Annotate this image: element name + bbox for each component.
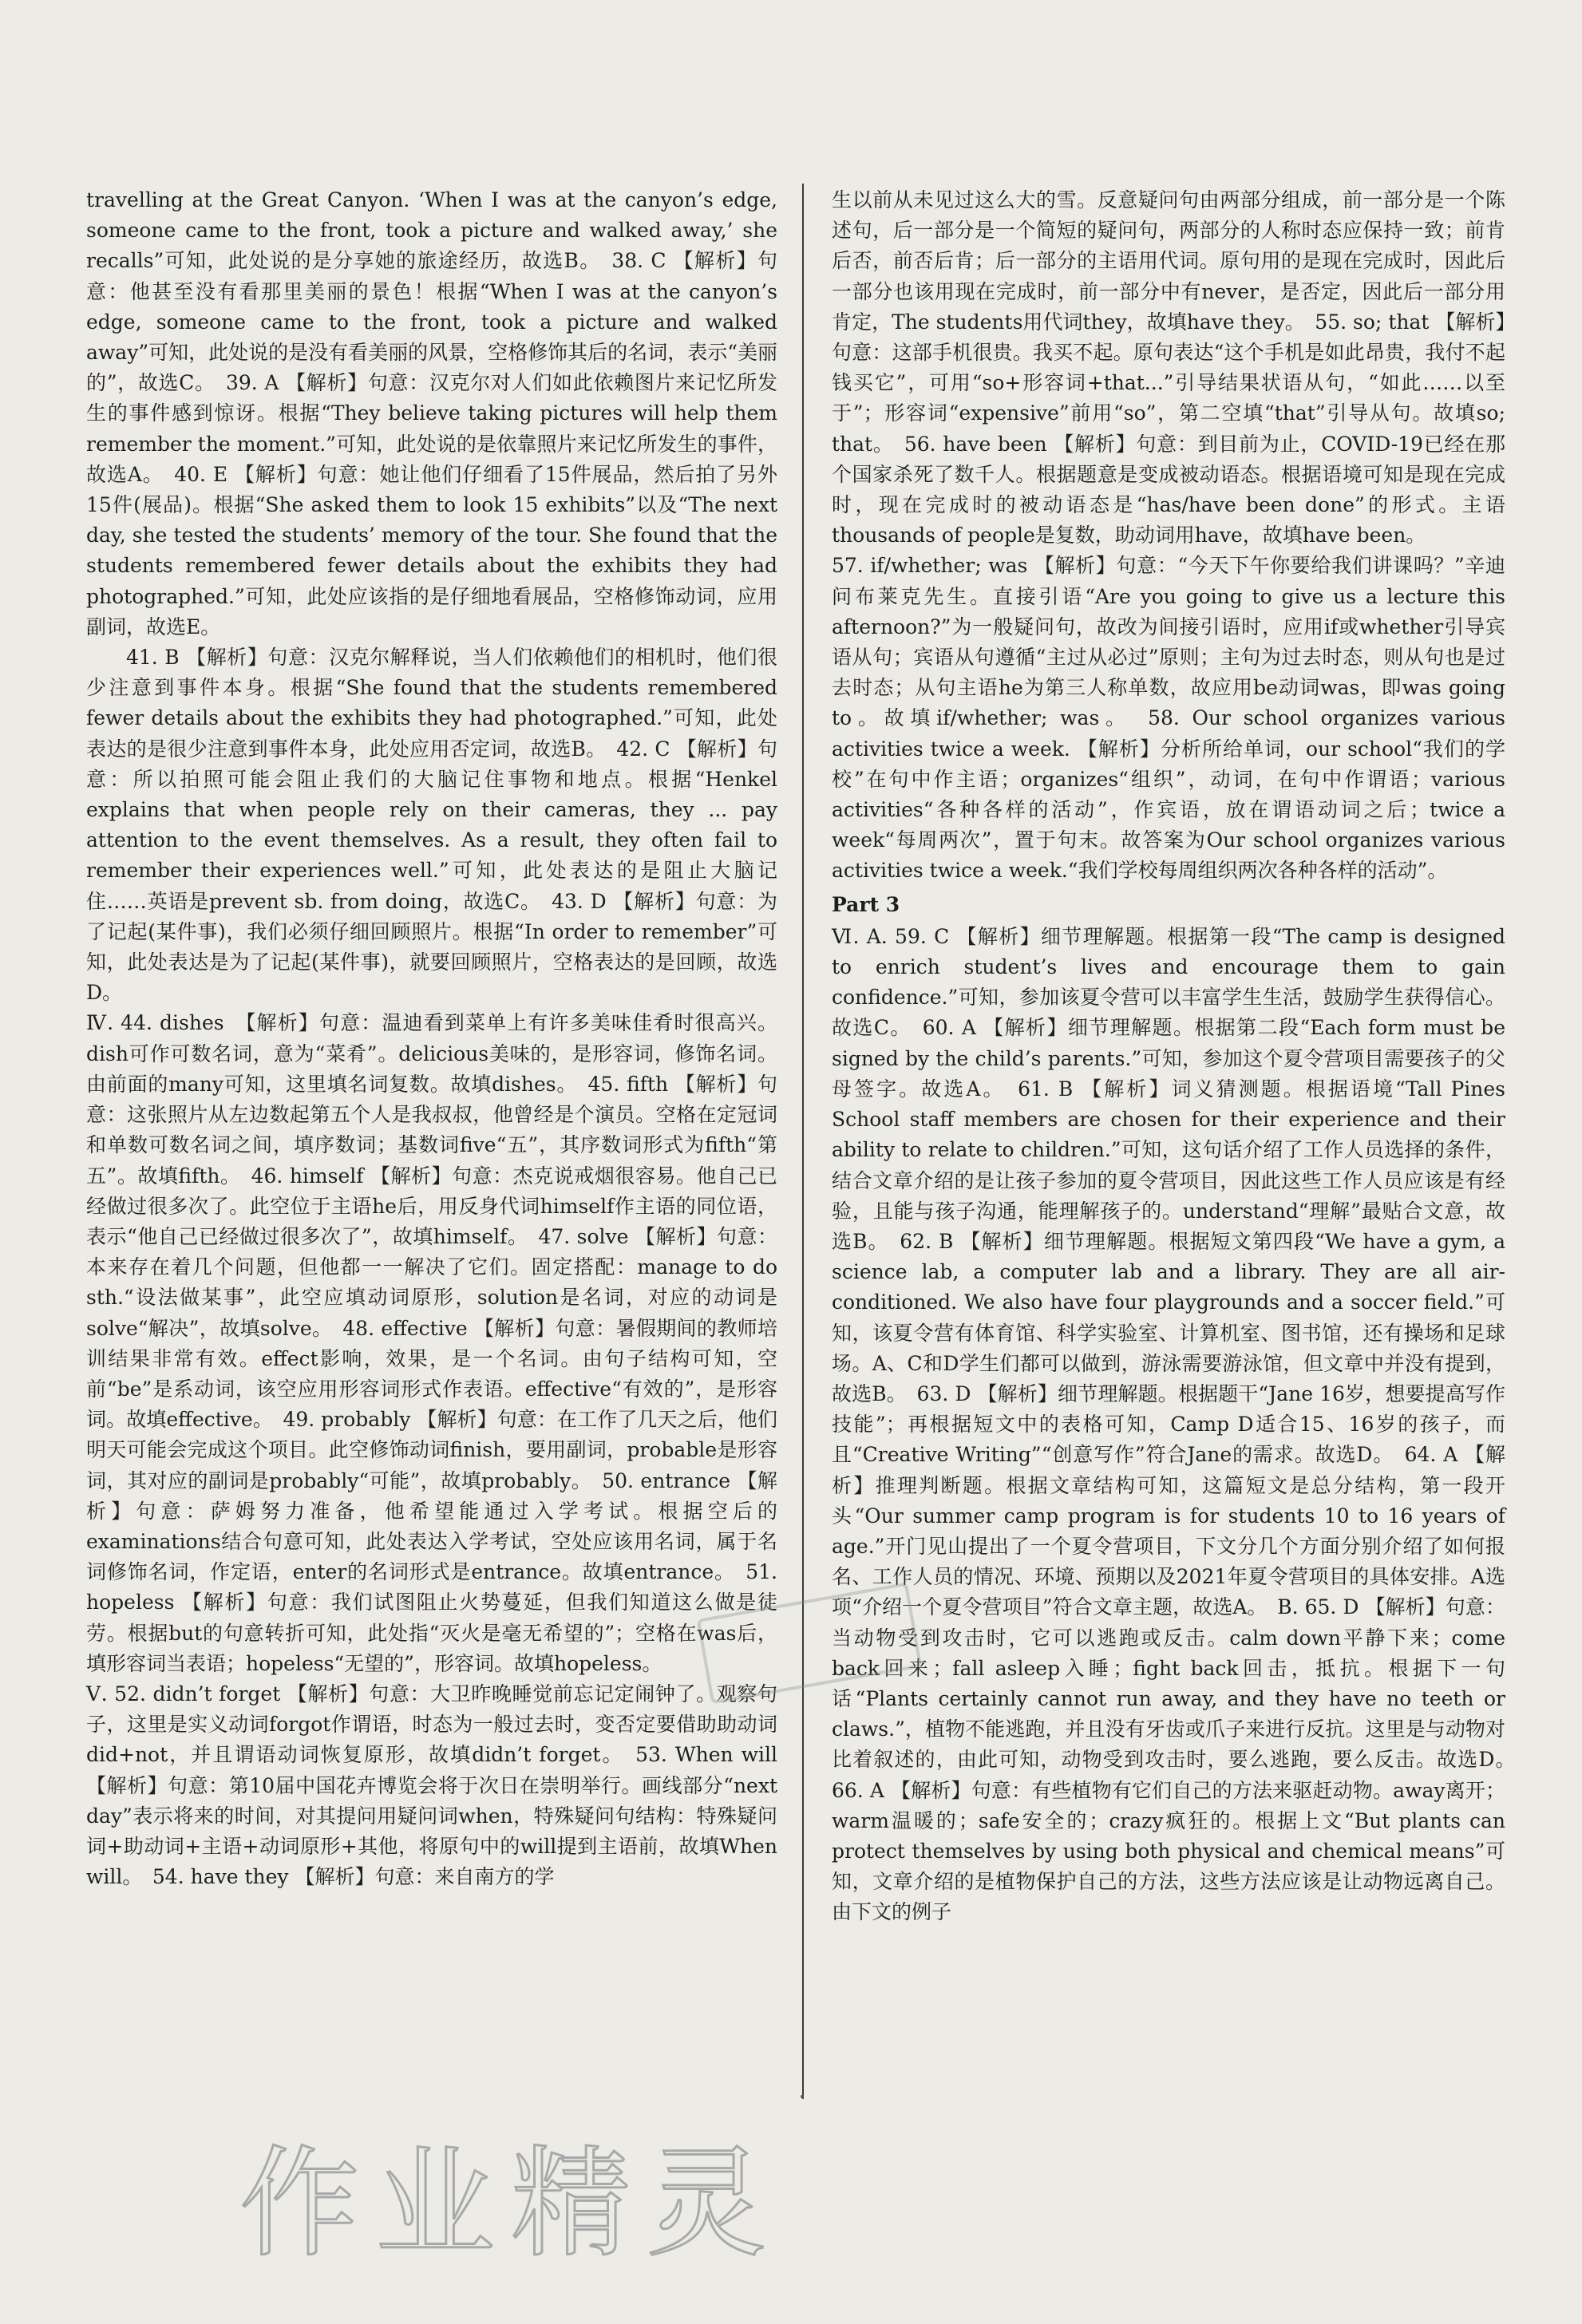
part-heading: Part 3 [832, 892, 900, 916]
left-paragraph: Ⅳ. 44. dishes 【解析】句意：温迪看到菜单上有许多美味佳肴时很高兴。dish可作可数名词，意为“菜肴”。delicious美味的，是形容词，修饰名词。由前面的many可知，这里填名词复数。故填dishes。 45. fifth 【解析】句意：这张照片从左边数起第五个人是我叔叔，他曾经是个演员。空格在定冠词和单数可数名词之间，填序数词；基数词five“五”，其序数词形式为fifth“第五”。故填fifth。 46. himself 【解析】句意：杰克说戒烟很容易。他自己已经做过很多次了。此空位于主语he后，用反身代词himself作主语的同位语，表示“他自己已经做过很多次了”，故填himself。 47. solve 【解析】句意：本来存在着几个问题，但他都一一解决了它们。固定搭配：manage to do sth.“设法做某事”，此空应填动词原形，solution是名词，对应的动词是solve“解决”，故填solve。 48. effective 【解析】句意：暑假期间的教师培训结果非常有效。effect影响，效果，是一个名词。由句子结构可知，空前“be”是系动词，该空应用形容词形式作表语。effective“有效的”，是形容词。故填effective。 49. probably 【解析】句意：在工作了几天之后，他们明天可能会完成这个项目。此空修饰动词finish，要用副词，probable是形容词，其对应的副词是probably“可能”，故填probably。 50. entrance 【解析】句意：萨姆努力准备，他希望能通过入学考试。根据空后的examinations结合句意可知，此处表达入学考试，空处应该用名词，属于名词修饰名词，作定语，enter的名词形式是entrance。故填entrance。 51. hopeless 【解析】句意：我们试图阻止火势蔓延，但我们知道这么做是徒劳。根据but的句意转折可知，此处指“灭火是毫无希望的”；空格在was后，填形容词当表语；hopeless“无望的”，形容词。故填hopeless。 [86, 1011, 777, 1675]
column-divider [802, 184, 804, 2099]
left-column [86, 185, 777, 2101]
watermark-logo: 作业精灵 [239, 2135, 783, 2274]
left-paragraph: 41. B 【解析】句意：汉克尔解释说，当人们依赖他们的相机时，他们很少注意到事件本身。根据“She found that the students remembered fewer details about the exhibits they had photographed.”可知，此处表达的是很少注意到事件本身，此处应用否定词，故选B。 42. C 【解析】句意：所以拍照可能会阻止我们的大脑记住事物和地点。根据“Henkel explains that when people rely on their cameras, they ... pay attention to the event themselves. As a result, they often fail to remember their experiences well.”可知，此处表达的是阻止大脑记住……英语是prevent sb. from doing，故选C。 43. D 【解析】句意：为了记起(某件事)，我们必须仔细回顾照片。根据“In order to remember”可知，此处表达是为了记起(某件事)，就要回顾照片，空格表达的是回顾，故选D。 [86, 646, 777, 1005]
left-paragraph: travelling at the Great Canyon. ‘When I was at the canyon’s edge, someone came to the front, took a picture and walked away,’ she recalls”可知，此处说的是分享她的旅途经历，故选B。 38. C 【解析】句意：他甚至没有看那里美丽的景色！根据“When I was at the canyon’s edge, someone came to the front, took a picture and walked away”可知，此处说的是没有看美丽的风景，空格修饰其后的名词，表示“美丽的”，故选C。 39. A 【解析】句意：汉克尔对人们如此依赖图片来记忆所发生的事件感到惊讶。根据“They believe taking pictures will help them remember the moment.”可知，此处说的是依靠照片来记忆所发生的事件，故选A。 40. E 【解析】句意：她让他们仔细看了15件展品，然后拍了另外15件(展品)。根据“She asked them to look 15 exhibits”以及“The next day, she tested the students’ memory of the tour. She found that the students remembered fewer details about the exhibits they had photographed.”可知，此处应该指的是仔细地看展品，空格修饰动词，应用副词，故选E。 [86, 188, 777, 638]
right-column [832, 185, 1526, 2101]
right-paragraph: 生以前从未见过这么大的雪。反意疑问句由两部分组成，前一部分是一个陈述句，后一部分是一个简短的疑问句，两部分的人称时态应保持一致；前肯后否，前否后肯；后一部分的主语用代词。原句用的是现在完成时，因此后一部分也该用现在完成时，前一部分中有never，是否定，因此后一部分用肯定，The students用代词they，故填have they。 55. so; that 【解析】句意：这部手机很贵。我买不起。原句表达“这个手机是如此昂贵，我付不起钱买它”，可用“so+形容词+that...”引导结果状语从句，“如此……以至于”；形容词“expensive”前用“so”，第二空填“that”引导从句。故填so; that。 56. have been 【解析】句意：到目前为止，COVID-19已经在那个国家杀死了数千人。根据题意是变成被动语态。根据语境可知是现在完成时，现在完成时的被动语态是“has/have been done”的形式。主语thousands of people是复数，助动词用have，故填have been。 [832, 188, 1505, 547]
left-paragraph: Ⅴ. 52. didn’t forget 【解析】句意：大卫昨晚睡觉前忘记定闹钟了。观察句子，这里是实义动词forgot作谓语，时态为一般过去时，变否定要借助助动词did+not，并且谓语动词恢复原形，故填didn’t forget。 53. When will 【解析】句意：第10届中国花卉博览会将于次日在崇明举行。画线部分“next day”表示将来的时间，对其提问用疑问词when，特殊疑问句结构：特殊疑问词+助动词+主语+动词原形+其他，将原句中的will提到主语前，故填When will。 54. have they 【解析】句意：来自南方的学 [86, 1682, 777, 1889]
right-paragraph: Ⅵ. A. 59. C 【解析】细节理解题。根据第一段“The camp is designed to enrich student’s lives and encourage them to gain confidence.”可知，参加该夏令营可以丰富学生生活，鼓励学生获得信心。故选C。 60. A 【解析】细节理解题。根据第二段“Each form must be signed by the child’s parents.”可知，参加这个夏令营项目需要孩子的父母签字。故选A。 61. B 【解析】词义猜测题。根据语境“Tall Pines School staff members are chosen for their experience and their ability to relate to children.”可知，这句话介绍了工作人员选择的条件，结合文章介绍的是让孩子参加的夏令营项目，因此这些工作人员应该是有经验，且能与孩子沟通，能理解孩子的。understand“理解”最贴合文意，故选B。 62. B 【解析】细节理解题。根据短文第四段“We have a gym, a science lab, a computer lab and a library. They are all air-conditioned. We also have four playgrounds and a soccer field.”可知，该夏令营有体育馆、科学实验室、计算机室、图书馆，还有操场和足球场。A、C和D学生们都可以做到，游泳需要游泳馆，但文章中并没有提到，故选B。 63. D 【解析】细节理解题。根据题干“Jane 16岁，想要提高写作技能”；再根据短文中的表格可知，Camp D适合15、16岁的孩子，而且“Creative Writing”“创意写作”符合Jane的需求。故选D。 64. A 【解析】推理判断题。根据文章结构可知，这篇短文是总分结构，第一段开头“Our summer camp program is for students 10 to 16 years of age.”开门见山提出了一个夏令营项目，下文分几个方面分别介绍了如何报名、工作人员的情况、环境、预期以及2021年夏令营项目的具体安排。A选项“介绍一个夏令营项目”符合文章主题，故选A。 B. 65. D 【解析】句意：当动物受到攻击时，它可以逃跑或反击。calm down平静下来；come back回来；fall asleep入睡；fight back回击，抵抗。根据下一句话“Plants certainly cannot run away, and they have no teeth or claws.”，植物不能逃跑，并且没有牙齿或爪子来进行反抗。这里是与动物对比着叙述的，由此可知，动物受到攻击时，要么逃跑，要么反击。故选D。 66. A 【解析】句意：有些植物有它们自己的方法来驱赶动物。away离开；warm温暖的；safe安全的；crazy疯狂的。根据上文“But plants can protect themselves by using both physical and chemical means”可知，文章介绍的是植物保护自己的方法，这些方法应该是让动物远离自己。由下文的例子 [832, 924, 1526, 1924]
right-paragraph: 57. if/whether; was 【解析】句意：“今天下午你要给我们讲课吗？”辛迪问布莱克先生。直接引语“Are you going to give us a lecture this afternoon?”为一般疑问句，故改为间接引语时，应用if或whether引导宾语从句；宾语从句遵循“主过从必过”原则；主句为过去时态，则从句也是过去时态；从句主语he为第三人称单数，故应用be动词was，即was going to。故填if/whether; was。 58. Our school organizes various activities twice a week. 【解析】分析所给单词，our school“我们的学校”在句中作主语；organizes“组织”，动词，在句中作谓语；various activities“各种各样的活动”，作宾语，放在谓语动词之后；twice a week“每周两次”，置于句末。故答案为Our school organizes various activities twice a week.“我们学校每周组织两次各种各样的活动”。 [832, 554, 1505, 883]
page-dot [801, 2095, 804, 2098]
